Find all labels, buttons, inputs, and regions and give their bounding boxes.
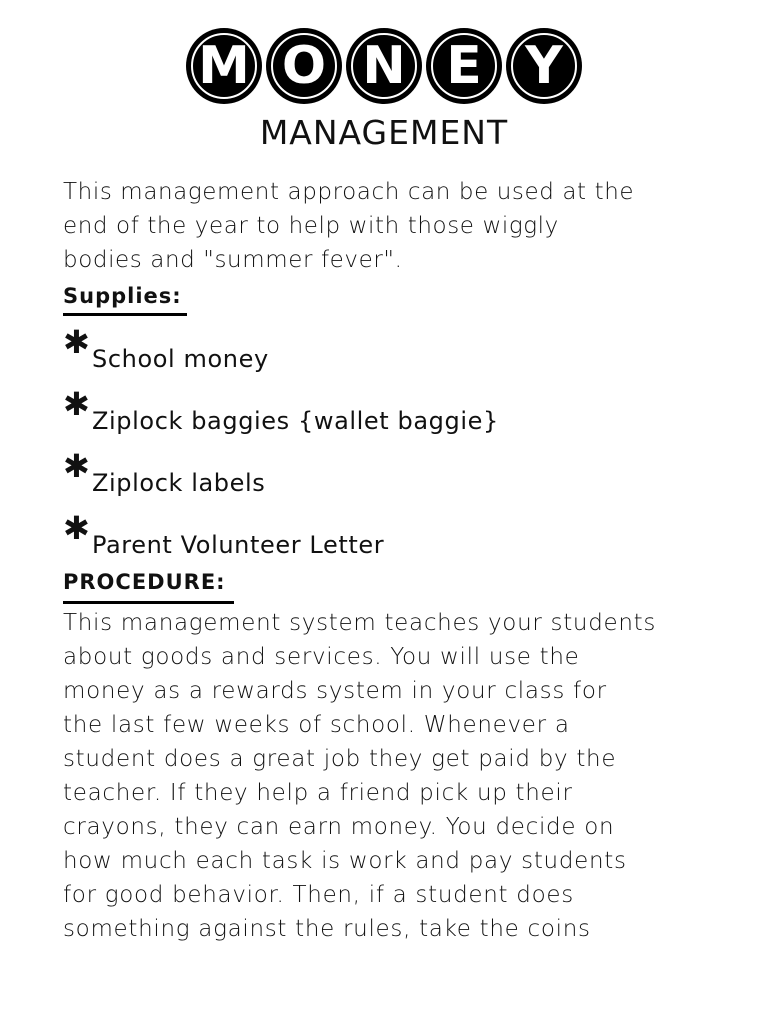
title-letter: O <box>281 36 327 96</box>
title-letter-circle <box>186 28 262 104</box>
title-letter: Y <box>525 36 563 96</box>
title-letter-circle <box>426 28 502 104</box>
title-letter: E <box>446 36 482 96</box>
intro-paragraph: This management approach can be used at the end of the year to help with those wiggly bodies and "summer fever". <box>63 179 635 273</box>
asterisk-bullet-icon: ✱ <box>63 323 91 361</box>
title-letter: N <box>362 36 406 96</box>
supply-item <box>63 323 723 392</box>
supply-label: School money <box>92 345 269 373</box>
page-subtitle: MANAGEMENT <box>259 113 509 152</box>
money-title <box>186 28 582 106</box>
supply-item <box>63 447 723 516</box>
asterisk-bullet-icon: ✱ <box>63 509 91 547</box>
procedure-heading: PROCEDURE: <box>63 570 226 594</box>
supply-label: Ziplock labels <box>92 469 266 497</box>
supplies-heading: Supplies: <box>63 284 182 308</box>
title-letter-circle <box>506 28 582 104</box>
asterisk-bullet-icon: ✱ <box>63 447 91 485</box>
procedure-paragraph: This management system teaches your students about goods and services. You will use the money as a rewards system in your class for the last few weeks of school. Whenever a student does a great job they get paid by the teacher. If they help a friend pick up their crayons, they can earn money. You decide on how much each task is work and pay students for good behavior. Then, if a student does something against the rules, take the coins <box>63 610 657 942</box>
supply-item <box>63 385 723 454</box>
supply-label: Ziplock baggies {wallet baggie} <box>92 407 499 435</box>
supplies-heading-underline <box>63 313 187 316</box>
supply-label: Parent Volunteer Letter <box>92 531 385 559</box>
asterisk-bullet-icon: ✱ <box>63 385 91 423</box>
procedure-heading-underline <box>63 601 234 604</box>
title-letter-circle <box>346 28 422 104</box>
title-letter: M <box>198 36 250 96</box>
title-letter-circle <box>266 28 342 104</box>
supply-list <box>63 323 723 578</box>
